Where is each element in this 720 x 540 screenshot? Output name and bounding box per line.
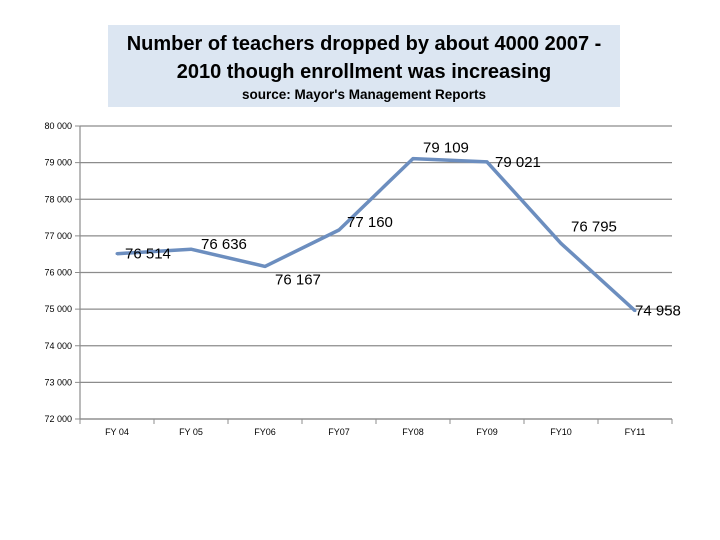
data-point [412,157,415,160]
x-tick-label: FY10 [550,427,572,437]
x-tick-label: FY07 [328,427,350,437]
y-tick-label: 72 000 [44,414,72,424]
data-label: 77 160 [347,214,393,232]
data-label: 79 109 [423,139,469,157]
x-tick-label: FY06 [254,427,276,437]
data-label: 76 167 [275,271,321,289]
x-tick-label: FY08 [402,427,424,437]
data-label: 76 514 [125,245,171,263]
y-tick-label: 73 000 [44,377,72,388]
data-point [190,248,193,251]
x-tick-label: FY11 [624,427,646,437]
data-point [560,242,563,245]
data-point [116,252,119,255]
x-tick-label: FY 04 [105,427,129,437]
y-tick-label: 77 000 [44,230,72,241]
y-tick-label: 78 000 [44,194,72,205]
y-tick-label: 76 000 [44,267,72,278]
series-line [117,159,635,311]
y-tick-label: 80 000 [44,121,72,131]
x-tick-label: FY09 [476,427,498,437]
y-tick-label: 79 000 [44,157,72,168]
chart-subtitle: source: Mayor's Management Reports [241,87,487,102]
data-label: 76 636 [201,236,247,254]
x-tick-label: FY 05 [179,427,203,437]
y-tick-label: 74 000 [44,340,72,351]
data-label: 76 795 [571,218,617,236]
data-label: 79 021 [495,153,541,171]
y-tick-label: 75 000 [44,304,72,315]
data-label: 74 958 [635,302,681,320]
data-point [486,160,489,163]
data-point [338,229,341,232]
data-point [264,265,267,268]
chart-title: Number of teachers dropped by about 4000 2007 - 2010 though enrollment was increasing [126,33,602,83]
